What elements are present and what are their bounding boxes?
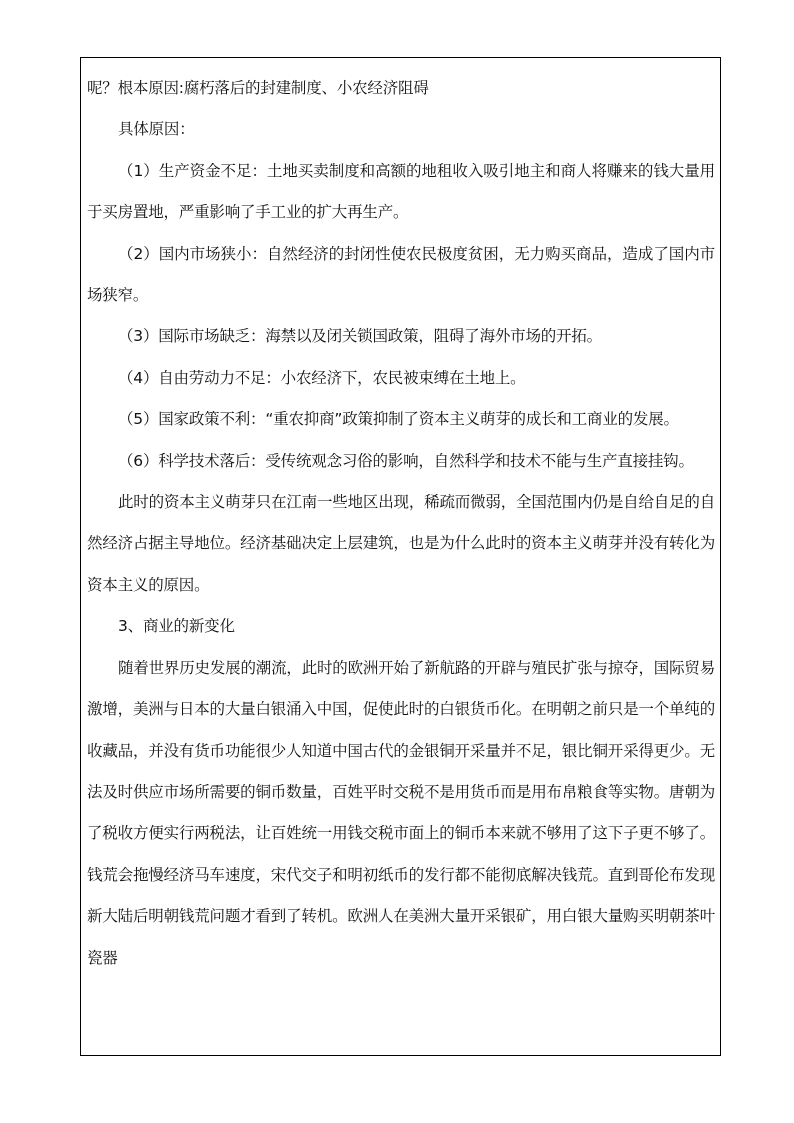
paragraph-capitalism-sprouts: 此时的资本主义萌芽只在江南一些地区出现，稀疏而微弱，全国范围内仍是自给自足的自然经济占据主导地位。经济基础决定上层建筑，也是为什么此时的资本主义萌芽并没有转化为资本主义的原因。 [87, 493, 715, 594]
paragraph-root-cause: 呢？根本原因:腐朽落后的封建制度、小农经济阻碍 [87, 79, 429, 97]
paragraph-cause-6: （6）科学技术落后：受传统观念习俗的影响，自然科学和技术不能与生产直接挂钩。 [118, 451, 694, 470]
section-heading-commerce: 3、商业的新变化 [118, 617, 235, 636]
paragraph-cause-3: （3）国际市场缺乏：海禁以及闭关锁国政策，阻碍了海外市场的开拓。 [118, 327, 602, 346]
paragraph-commerce-changes: 随着世界历史发展的潮流，此时的欧洲开始了新航路的开辟与殖民扩张与掠夺，国际贸易激增，美洲与日本的大量白银涌入中国，促使此时的白银货币化。在明朝之前只是一个单纯的收藏品，并没有货币功能很少人知道中国古代的金银铜开采量并不足，银比铜开采得更少。无法及时供应市场所需要的铜币数量，百姓平时交税不是用货币而是用布帛粮食等实物。唐朝为了税收方便实行两税法，让百姓统一用钱交税市面上的铜币本来就不够用了这下子更不够了。钱荒会拖慢经济马车速度，宋代交子和明初纸币的发行都不能彻底解决钱荒。直到哥伦布发现新大陆后明朝钱荒问题才看到了转机。欧洲人在美洲大量开采银矿，用白银大量购买明朝茶叶瓷器 [87, 658, 715, 967]
paragraph-cause-5: （5）国家政策不利：“重农抑商”政策抑制了资本主义萌芽的成长和工商业的发展。 [118, 410, 679, 429]
document-body [87, 68, 715, 979]
paragraph-specific-causes-heading: 具体原因： [118, 120, 195, 139]
paragraph-cause-2: （2）国内市场狭小：自然经济的封闭性使农民极度贫困，无力购买商品，造成了国内市场狭窄。 [87, 244, 715, 305]
document-table-cell [80, 57, 721, 1056]
paragraph-cause-4: （4）自由劳动力不足：小农经济下，农民被束缚在土地上。 [118, 368, 526, 387]
paragraph-cause-1: （1）生产资金不足：土地买卖制度和高额的地租收入吸引地主和商人将赚来的钱大量用于买房置地，严重影响了手工业的扩大再生产。 [87, 161, 715, 222]
